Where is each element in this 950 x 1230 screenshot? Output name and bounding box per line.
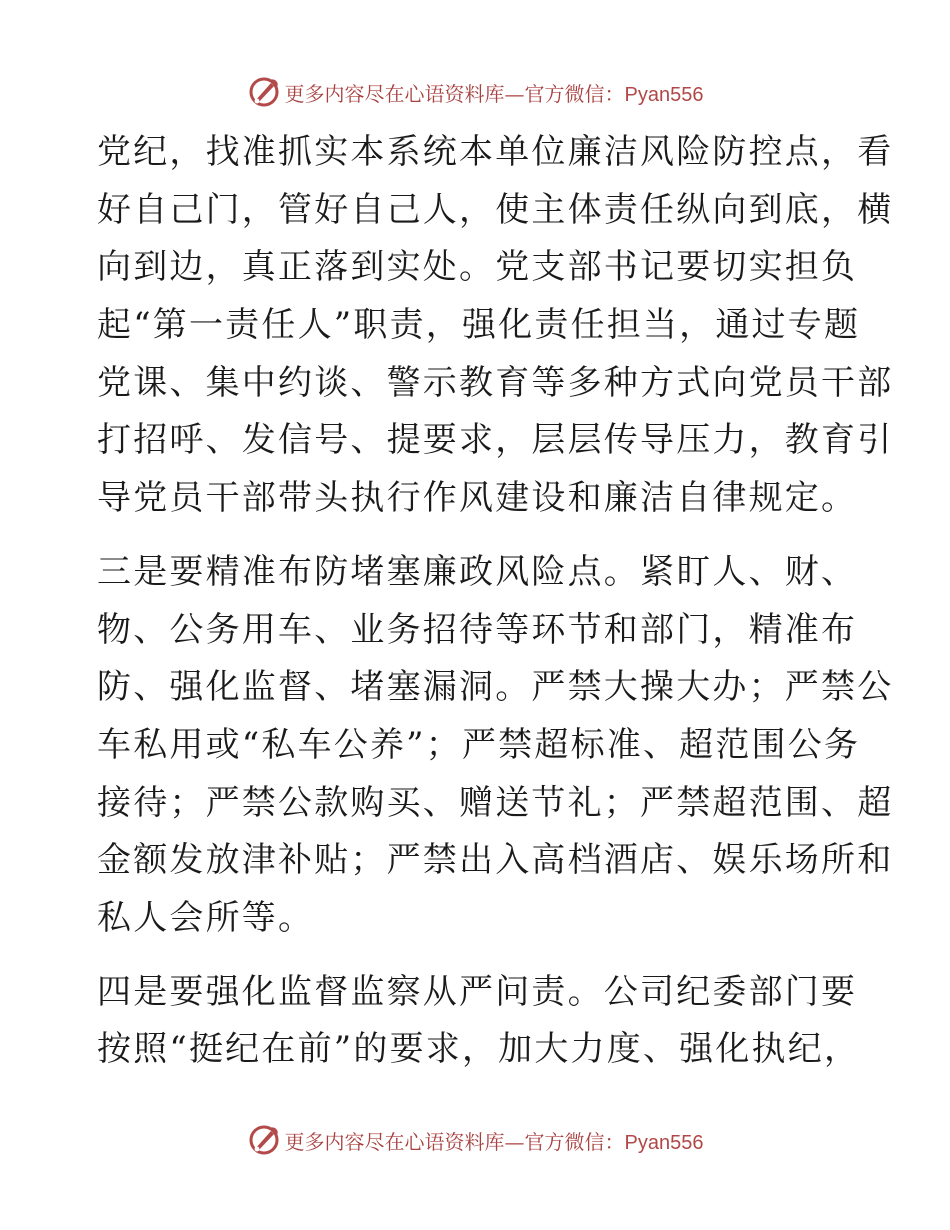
banner-separator: — [504, 1129, 525, 1154]
text-line: 接待；严禁公款购买、赠送节礼；严禁超范围、超 [97, 782, 894, 823]
banner-wechat-label: 官方微信： [524, 1129, 625, 1154]
text-line: 导党员干部带头执行作风建设和廉洁自律规定。 [97, 478, 858, 519]
text-line: 好自己门，管好自己人，使主体责任纵向到底，横 [97, 189, 894, 230]
text-line: 物、公务用车、业务招待等环节和部门，精准布 [97, 609, 858, 650]
banner-text: 更多内容尽在心语资料库 [284, 1129, 505, 1154]
quill-logo-icon [247, 1123, 281, 1157]
text-line: 三是要精准布防堵塞廉政风险点。紧盯人、财、 [97, 551, 858, 592]
text-line: 打招呼、发信号、提要求，层层传导压力，教育引 [97, 420, 894, 461]
text-line: 私人会所等。 [97, 897, 315, 938]
text-line: 金额发放津补贴；严禁出入高档酒店、娱乐场所和 [97, 840, 894, 881]
paragraph-2 [97, 544, 894, 948]
banner-wechat-label: 官方微信： [524, 81, 625, 106]
header-banner [0, 72, 950, 112]
banner-text: 更多内容尽在心语资料库 [284, 81, 505, 106]
text-line: 车私用或“私车公养”；严禁超标准、超范围公务 [97, 724, 861, 765]
text-line: 防、强化监督、堵塞漏洞。严禁大操大办；严禁公 [97, 667, 894, 708]
text-line: 党课、集中约谈、警示教育等多种方式向党员干部 [97, 362, 894, 403]
text-line: 向到边，真正落到实处。党支部书记要切实担负 [97, 247, 858, 288]
text-line: 党纪，找准抓实本系统本单位廉洁风险防控点，看 [97, 132, 894, 172]
banner-wechat-id: Pyan556 [624, 1131, 704, 1154]
text-line: 按照“挺纪在前”的要求，加大力度、强化执纪， [97, 1029, 861, 1070]
banner-wechat-id: Pyan556 [624, 83, 704, 106]
banner-separator: — [504, 81, 525, 106]
document-body [97, 124, 894, 1079]
paragraph-1 [97, 124, 894, 528]
text-line: 四是要强化监督监察从严问责。公司纪委部门要 [97, 971, 858, 1012]
text-line: 起“第一责任人”职责，强化责任担当，通过专题 [97, 305, 861, 346]
paragraph-3 [97, 964, 861, 1079]
quill-logo-icon [247, 75, 281, 109]
footer-banner [0, 1120, 950, 1160]
